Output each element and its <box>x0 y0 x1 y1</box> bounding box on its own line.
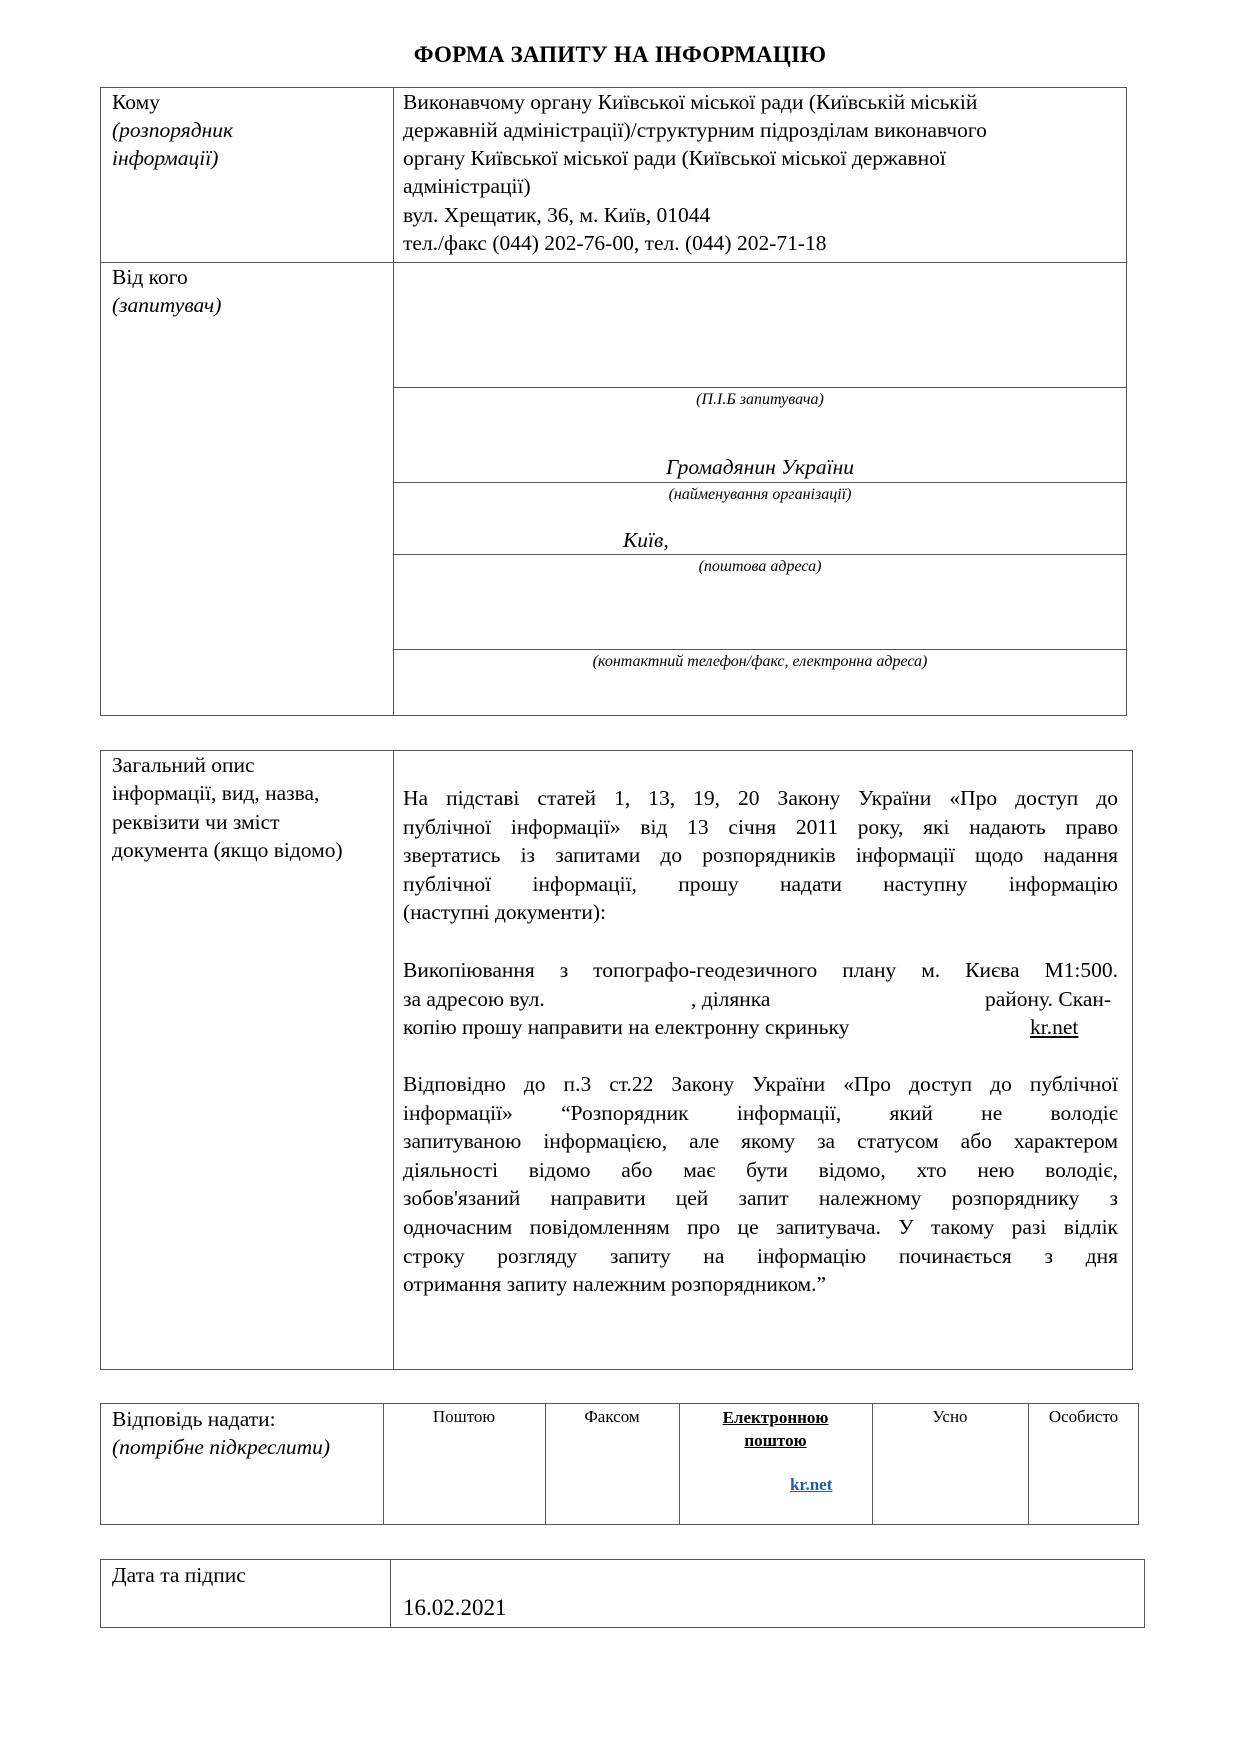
text-line: (наступні документи): <box>403 900 606 925</box>
signature-date[interactable]: 16.02.2021 <box>403 1595 507 1620</box>
recipient-sublabel: (розпорядник <box>112 118 234 142</box>
response-option-fax[interactable]: Факсом <box>584 1407 640 1426</box>
recipient-line: Виконавчому органу Київської міської ради (Київській міській <box>403 90 978 114</box>
description-label: реквізити чи зміст <box>112 810 280 834</box>
requester-contact-caption: (контактний телефон/факс, електронна адреса) <box>592 653 928 670</box>
requester-name-caption: (П.І.Б запитувача) <box>696 391 824 408</box>
recipient-line: органу Київської міської ради (Київської міської державної <box>403 146 946 170</box>
requester-address-caption: (поштова адреса) <box>698 558 822 575</box>
page-title: ФОРМА ЗАПИТУ НА ІНФОРМАЦІЮ <box>413 42 827 67</box>
request-paragraph-forwarding <box>403 1070 1118 1299</box>
address-prefix: за адресою вул. <box>403 987 545 1011</box>
text-line: одночасним повідомленням про це запитувача. У такому разі відлік <box>403 1214 1118 1239</box>
request-paragraph-legal-basis <box>403 784 1118 927</box>
email-link[interactable]: kr.net <box>1030 1015 1079 1039</box>
recipient-address: вул. Хрещатик, 36, м. Київ, 01044 <box>403 203 711 227</box>
district-suffix: району. Скан- <box>985 987 1112 1011</box>
recipient-line: державній адміністрації)/структурним підрозділам виконавчого <box>403 118 987 142</box>
text-line: На підставі статей 1, 13, 19, 20 Закону України «Про доступ до <box>403 786 1118 810</box>
recipient-line: адміністрації) <box>403 174 531 198</box>
text-line: строку розгляду запиту на інформацію починається з дня <box>403 1243 1118 1268</box>
requester-name-divider <box>393 387 1127 388</box>
requester-sublabel: (запитувач) <box>112 293 222 317</box>
requester-address-field[interactable]: Київ, <box>623 528 669 552</box>
text-line: публічної інформації» від 13 січня 2011 року, які надають право <box>403 814 1118 839</box>
text-line: зобов'язаний направити цей запит належному розпоряднику з <box>403 1186 1118 1211</box>
requester-organization-field[interactable]: Громадянин України <box>666 455 854 479</box>
text-line: діяльності відомо або має бути відомо, хто нею володіє, <box>403 1157 1118 1182</box>
requester-label: Від кого <box>112 265 188 289</box>
signature-label: Дата та підпис <box>112 1563 246 1587</box>
response-option-oral[interactable]: Усно <box>932 1407 968 1426</box>
response-option-in-person[interactable]: Особисто <box>1048 1407 1119 1426</box>
requester-address-divider <box>393 554 1127 555</box>
table1-row-divider <box>100 262 1127 263</box>
description-label: Загальний опис <box>112 753 255 777</box>
email-option-label: Електронною <box>722 1408 829 1427</box>
email-request-text: копію прошу направити на електронну скриньку <box>403 1015 850 1039</box>
response-email-link[interactable]: kr.net <box>790 1475 833 1494</box>
description-label: документа (якщо відомо) <box>112 838 343 862</box>
recipient-phone: тел./факс (044) 202-76-00, тел. (044) 202-71-18 <box>403 231 827 255</box>
requester-organization-caption: (найменування організації) <box>668 486 852 503</box>
requester-contact-divider <box>393 649 1127 650</box>
description-label: інформації, вид, назва, <box>112 781 320 805</box>
response-option-mail[interactable]: Поштою <box>432 1407 496 1426</box>
text-line: звертатись із запитами до розпорядників інформації щодо надання <box>403 843 1118 868</box>
text-line: публічної інформації, прошу надати наступну інформацію <box>403 871 1118 896</box>
recipient-sublabel-2: інформації) <box>112 146 219 170</box>
response-label: Відповідь надати: <box>112 1407 276 1431</box>
email-option-label-2: поштою <box>744 1431 807 1450</box>
text-line: Викопіювання з топографо-геодезичного плану м. Києва М1:500. <box>403 958 1118 982</box>
text-line: отримання запиту належним розпорядником.” <box>403 1272 827 1297</box>
table2-column-divider <box>393 750 394 1370</box>
text-line: інформації» “Розпорядник інформації, який не володіє <box>403 1100 1118 1125</box>
text-line: Відповідно до п.3 ст.22 Закону України «Про доступ до публічної <box>403 1072 1118 1096</box>
requester-org-divider <box>393 482 1127 483</box>
recipient-label: Кому <box>112 90 160 114</box>
plot-label: , ділянка <box>691 987 771 1011</box>
text-line: запитуваною інформацією, але якому за статусом або характером <box>403 1129 1118 1154</box>
signature-table <box>100 1559 1145 1628</box>
response-sublabel: (потрібне підкреслити) <box>112 1435 331 1459</box>
table4-divider <box>390 1559 391 1628</box>
